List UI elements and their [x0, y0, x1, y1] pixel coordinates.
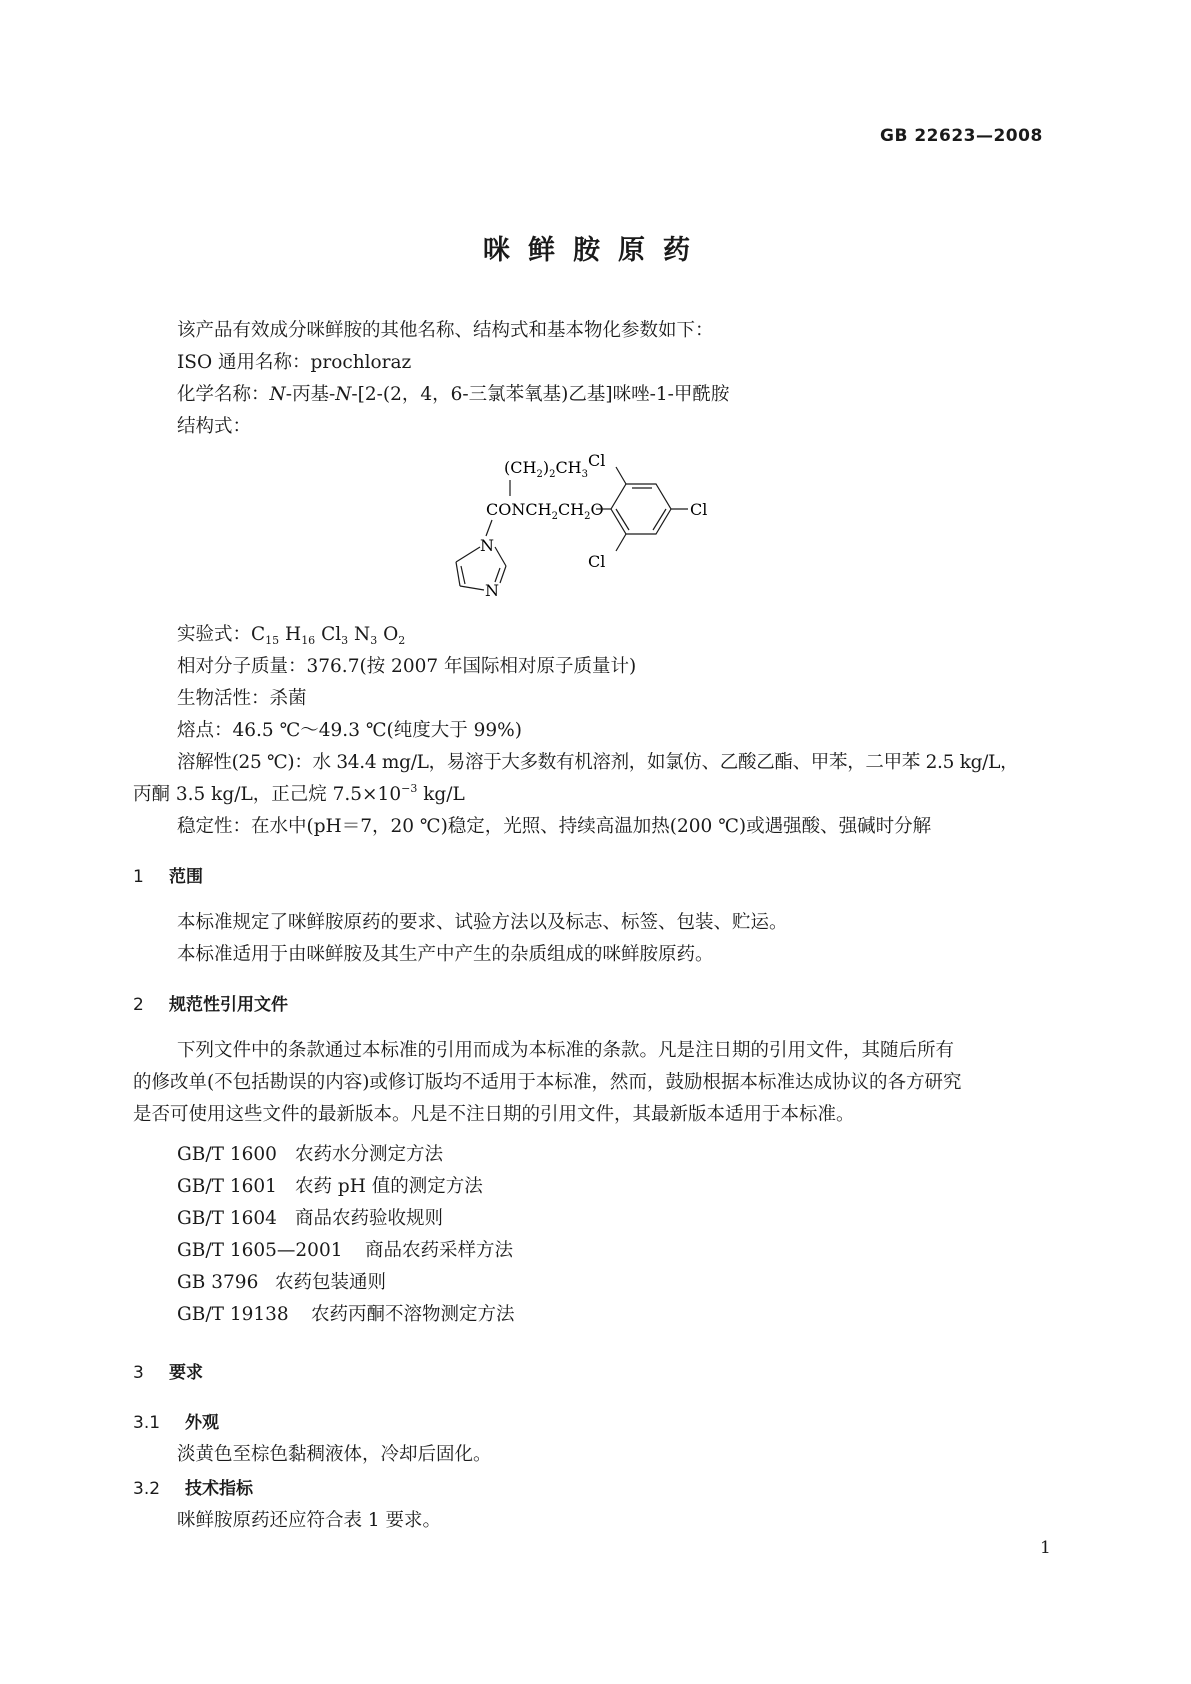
chlorine-top: Cl — [588, 451, 606, 470]
document-title: 咪鲜胺原药 — [483, 235, 708, 266]
solubility-line-1: 溶解性(25 ℃)：水 34.4 mg/L，易溶于大多数有机溶剂，如氯仿、乙酸乙酯、甲苯，二甲苯 2.5 kg/L， — [177, 752, 1019, 773]
formula-element: O — [377, 624, 399, 645]
main-chain: $CONCH_2CH_2O$ — [486, 500, 604, 522]
chlorine-bottom: Cl — [588, 552, 606, 571]
section-2-para-line-2: 的修改单(不包括勘误的内容)或修订版均不适用于本标准，然而，鼓励根据本标准达成协议的各方研究 — [133, 1072, 962, 1093]
melting-point: 熔点：46.5 ℃～49.3 ℃(纯度大于 99%) — [177, 720, 522, 741]
reference-item: GB/T 1605—2001 商品农药采样方法 — [177, 1240, 514, 1261]
chem-name-rest: -[2-(2，4，6-三氯苯氧基)乙基]咪唑-1-甲酰胺 — [351, 384, 730, 405]
chem-name-prefix: 化学名称： — [177, 384, 270, 405]
reference-item: GB 3796 农药包装通则 — [177, 1272, 387, 1293]
section-2-para-line-1: 下列文件中的条款通过本标准的引用而成为本标准的条款。凡是注日期的引用文件，其随后所有 — [177, 1040, 955, 1061]
iso-name: ISO 通用名称：prochloraz — [177, 352, 412, 373]
formula-element: C — [251, 624, 266, 645]
bioactivity: 生物活性：杀菌 — [177, 688, 307, 709]
section-2-heading: 2 规范性引用文件 — [133, 995, 288, 1015]
solubility-line-2: 丙酮 3.5 kg/L，正己烷 $7.5\times 10^{-3}$ kg/L — [133, 782, 465, 805]
molar-mass: 相对分子质量：376.7(按 2007 年国际相对原子质量计) — [177, 656, 637, 677]
formula-element: H — [279, 624, 302, 645]
section-1-para-1: 本标准规定了咪鲜胺原药的要求、试验方法以及标志、标签、包装、贮运。 — [177, 912, 788, 933]
imidazole-n2: N — [485, 581, 499, 600]
section-3-1-heading: 3.1 外观 — [133, 1413, 219, 1433]
section-3-2-para: 咪鲜胺原药还应符合表 1 要求。 — [177, 1510, 442, 1531]
structural-formula — [440, 440, 770, 620]
section-3-1-para: 淡黄色至棕色黏稠液体，冷却后固化。 — [177, 1444, 492, 1465]
formula-subscript: 3 — [370, 634, 378, 647]
section-3-heading: 3 要求 — [133, 1363, 203, 1383]
chem-name-n1: N — [269, 384, 286, 405]
section-3-2-heading: 3.2 技术指标 — [133, 1479, 253, 1499]
formula-subscript: 3 — [341, 634, 349, 647]
imidazole-n1: N — [480, 536, 494, 555]
section-1-heading: 1 范围 — [133, 867, 203, 887]
intro-lead: 该产品有效成分咪鲜胺的其他名称、结构式和基本物化参数如下： — [177, 320, 714, 341]
reference-item: GB/T 1604 商品农药验收规则 — [177, 1208, 444, 1229]
reference-item: GB/T 1601 农药 pH 值的测定方法 — [177, 1176, 483, 1197]
formula-subscript: 2 — [398, 634, 406, 647]
structure-label: 结构式： — [177, 416, 252, 437]
formula-subscript: 15 — [265, 634, 280, 647]
section-1-para-2: 本标准适用于由咪鲜胺及其生产中产生的杂质组成的咪鲜胺原药。 — [177, 944, 714, 965]
formula-element: Cl — [315, 624, 342, 645]
chem-name-n2: N — [335, 384, 352, 405]
chemical-name — [177, 380, 729, 406]
formula-element: N — [348, 624, 371, 645]
reference-item: GB/T 1600 农药水分测定方法 — [177, 1144, 444, 1165]
chlorine-right: Cl — [690, 500, 708, 519]
formula-label: 实验式： — [177, 624, 252, 645]
section-2-para-line-3: 是否可使用这些文件的最新版本。凡是不注日期的引用文件，其最新版本适用于本标准。 — [133, 1104, 855, 1125]
formula-subscript: 16 — [301, 634, 316, 647]
chem-name-mid: -丙基- — [285, 384, 336, 405]
empirical-formula — [177, 620, 405, 647]
standard-number: GB 22623—2008 — [880, 126, 1043, 146]
reference-item: GB/T 19138 农药丙酮不溶物测定方法 — [177, 1304, 515, 1325]
propyl-chain: $(CH_2)_2CH_3$ — [504, 458, 589, 480]
page-number: 1 — [1040, 1538, 1051, 1558]
stability: 稳定性：在水中(pH＝7，20 ℃)稳定，光照、持续高温加热(200 ℃)或遇强酸、强碱时分解 — [177, 816, 932, 837]
formula-value — [251, 624, 405, 645]
